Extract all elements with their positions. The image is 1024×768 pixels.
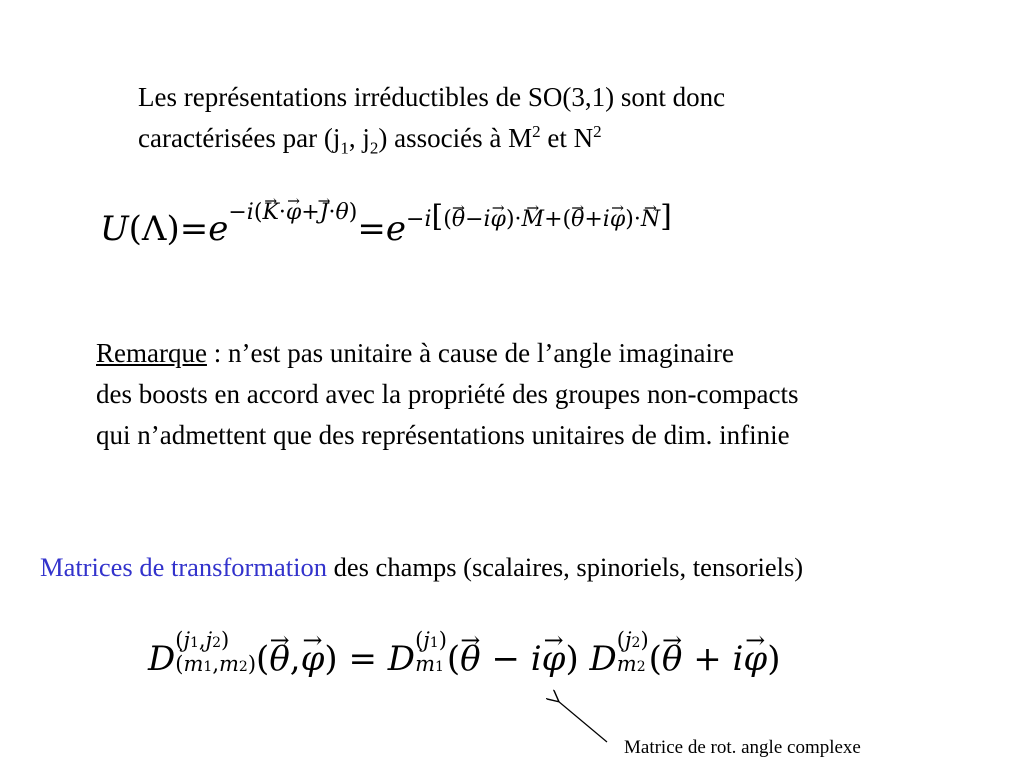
subscript-j1: 1 xyxy=(340,138,349,158)
annotation-label-text: Matrice de rot. angle complexe xyxy=(624,737,861,758)
intro-line-1 xyxy=(138,84,725,111)
remark-line-1-text: : n’est pas unitaire à cause de l’angle imaginaire xyxy=(206,338,734,368)
superscript-n2: 2 xyxy=(593,122,602,141)
intro-line-2-part-b: , j xyxy=(348,123,370,153)
subscript-j2: 2 xyxy=(369,138,379,158)
matrices-heading xyxy=(40,554,803,581)
remark-line-2-text: des boosts en accord avec la propriété des groupes non-compacts xyxy=(96,379,799,409)
intro-line-1-text: Les représentations irréductibles de SO(3,1) sont donc xyxy=(138,82,726,112)
remark-line-2 xyxy=(96,381,799,408)
remark-label: Remarque xyxy=(96,338,207,368)
intro-line-2 xyxy=(138,122,602,158)
matrices-highlight: Matrices de transformation xyxy=(40,552,327,582)
intro-line-2-part-c: ) associés à M xyxy=(378,123,533,153)
intro-line-2-part-d: et N xyxy=(540,123,594,153)
equation-transformation-matrix: D (j1,j2) (m1,m2) (→ θ,→ φ) = D (j1) m1 (→ θ − i→ φ) D (j2) m2 (→ θ + i→ φ) xyxy=(148,628,780,676)
equation-lorentz-representation: U(Λ)=e−i(→ K·→ φ+→ J·θ)=e−i[(→ θ−i→ φ)·→ M+(→ θ+i→ φ)·→ N] xyxy=(100,212,672,246)
remark-line-1 xyxy=(96,340,734,367)
remark-line-3 xyxy=(96,422,790,449)
superscript-m2: 2 xyxy=(532,122,541,141)
intro-line-2-part-a: caractérisées par (j xyxy=(138,123,341,153)
annotation-label xyxy=(624,737,861,759)
matrices-rest: des champs (scalaires, spinoriels, tensoriels) xyxy=(326,552,804,582)
remark-line-3-text: qui n’admettent que des représentations unitaires de dim. infinie xyxy=(96,420,790,450)
